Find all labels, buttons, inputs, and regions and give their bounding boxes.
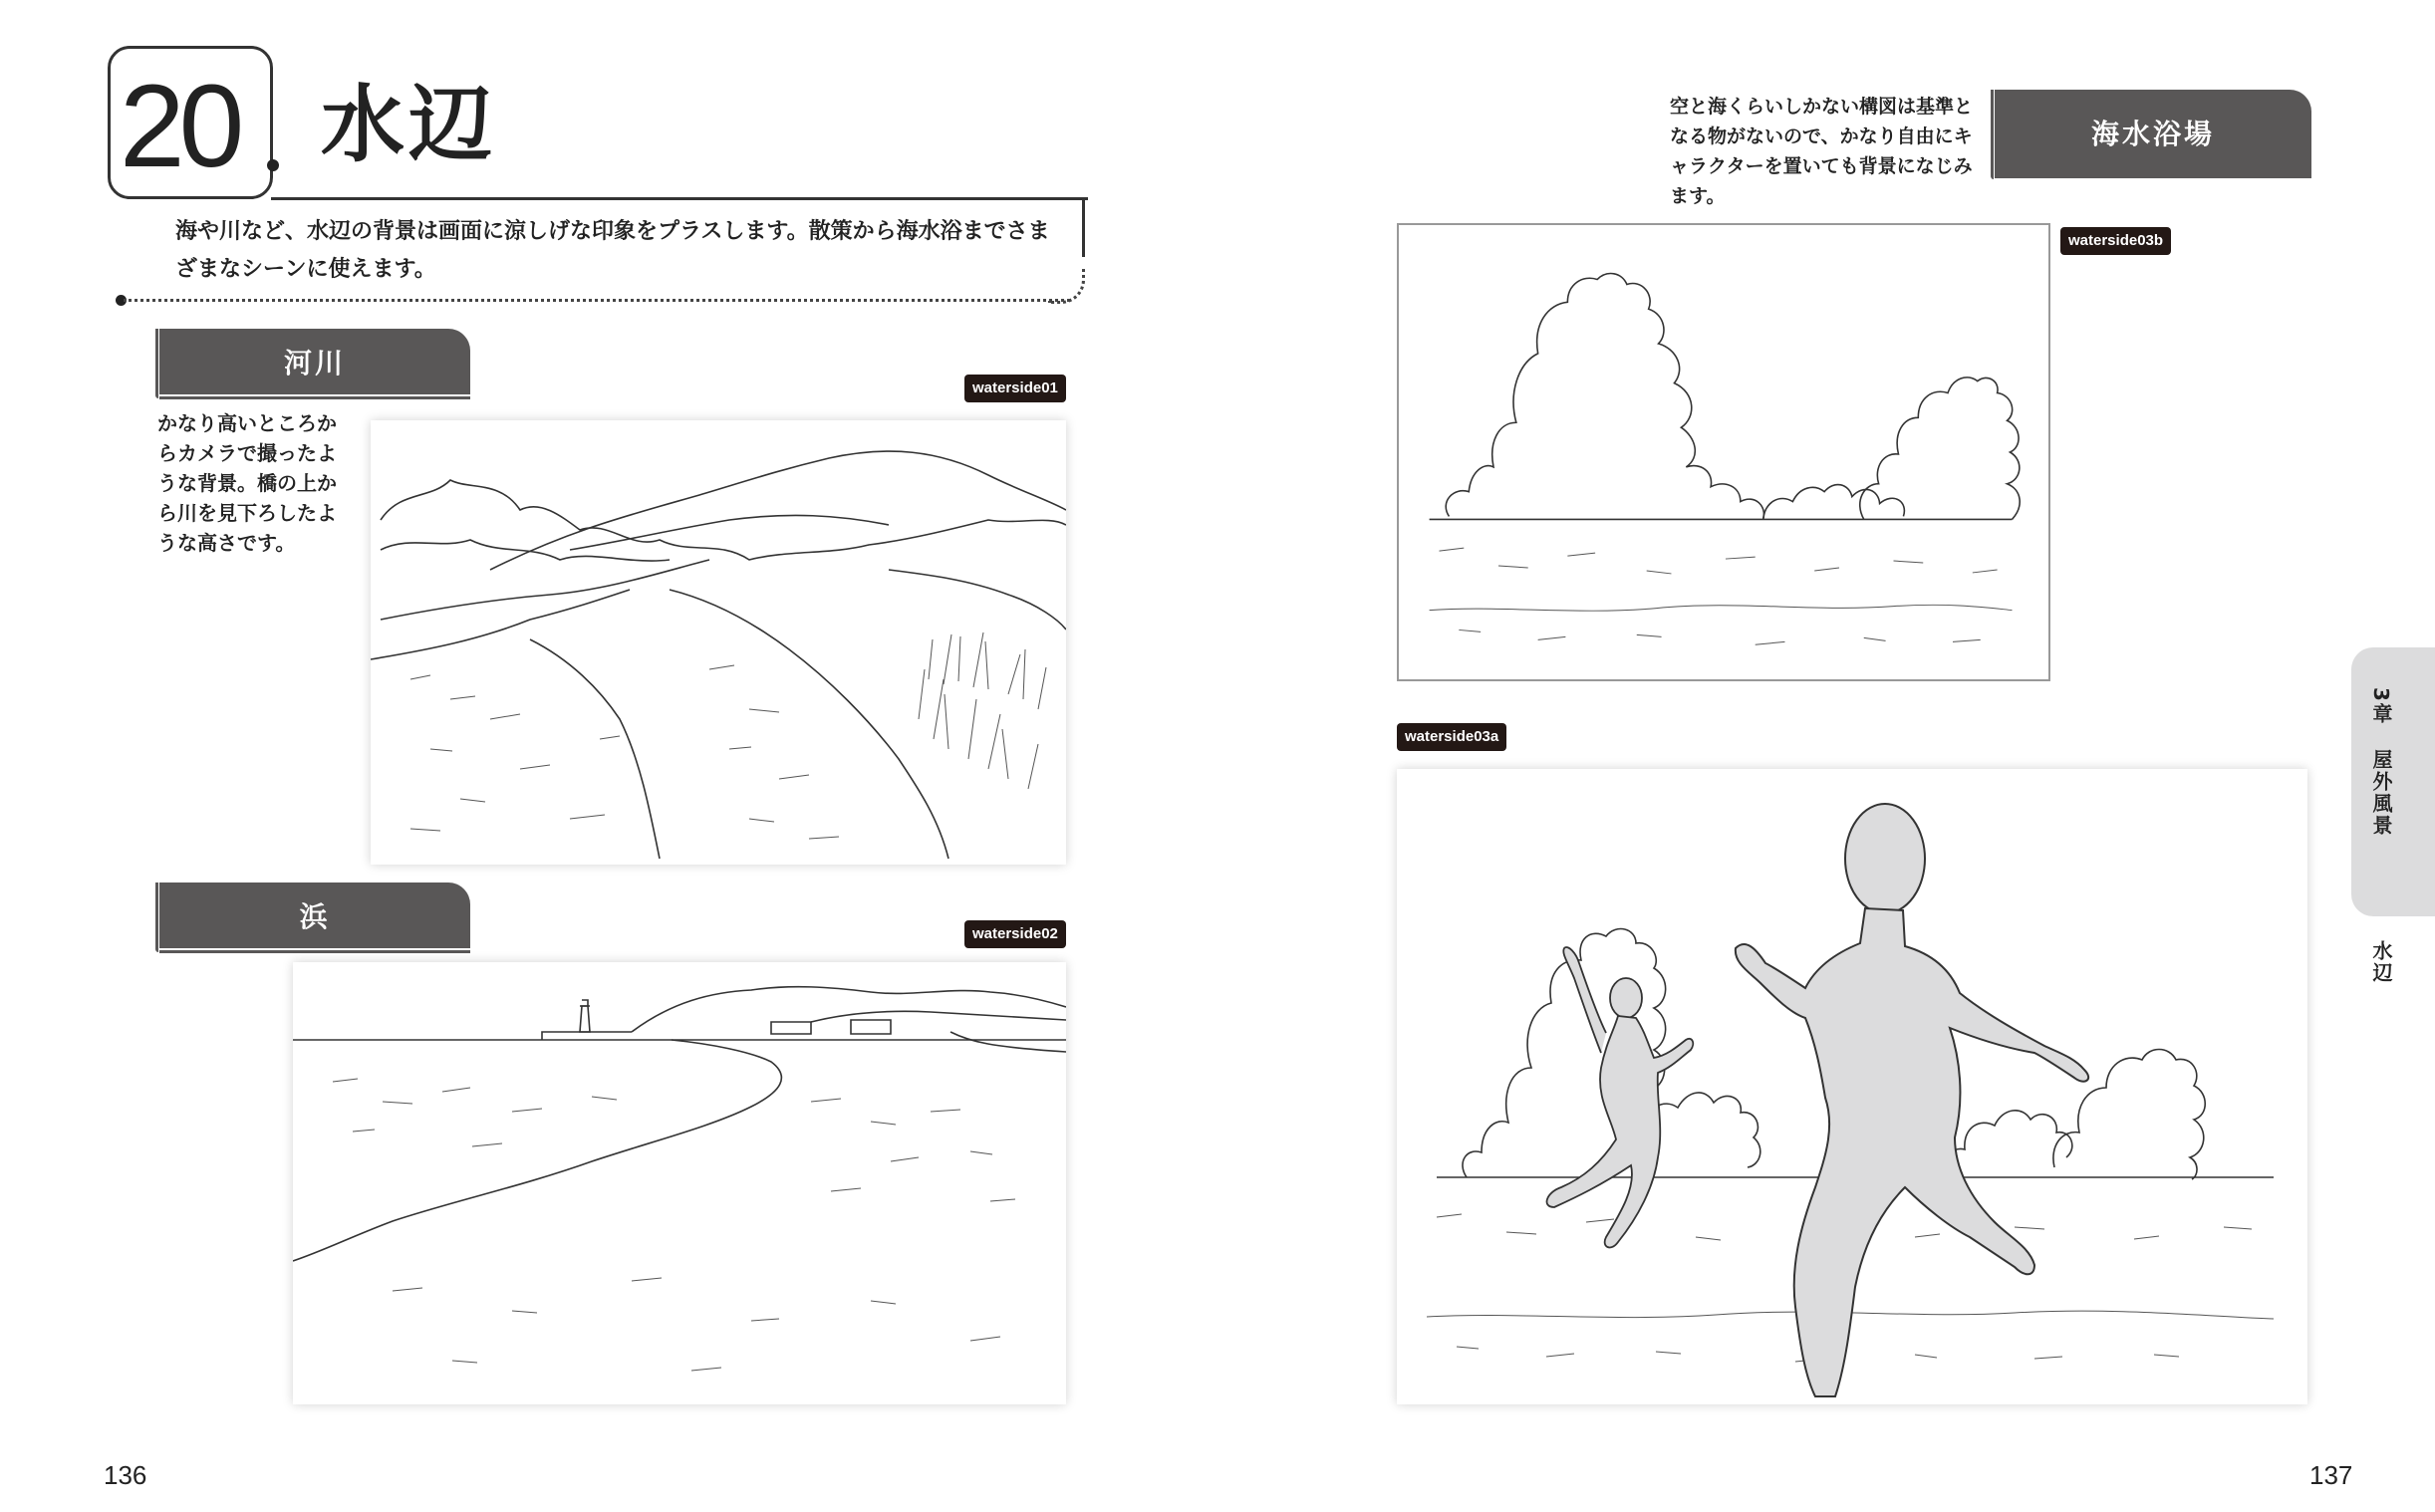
ocean-clouds-sketch (1399, 225, 2048, 679)
page-number-right: 137 (2309, 1460, 2353, 1490)
river-sketch (371, 420, 1066, 865)
swim-description: 空と海くらいしかない構図は基準となる物がないので、かなり自由にキャラクターを置いても背景になじみます。 (1670, 96, 1974, 207)
tab-river: 河川 (159, 329, 470, 394)
lead-dotted-corner (1048, 269, 1085, 304)
lead-text: 海や川など、水辺の背景は画面に涼しげな印象をプラスします。散策から海水浴までさまざまなシーンに使えます。 (175, 219, 1050, 282)
beach-figures-sketch (1397, 769, 2307, 1404)
lead-border-right (1082, 197, 1085, 257)
tab-edge (1991, 90, 1994, 179)
tab-underline (159, 950, 470, 953)
figure-large (1736, 804, 2088, 1396)
river-description: かなり高いところからカメラで撮ったような背景。橋の上から川を見下ろしたような高さです。 (157, 411, 337, 555)
chapter-number: 20 (120, 61, 239, 192)
chapter-index-number: 3章 (2369, 687, 2393, 725)
tab-beach: 浜 (159, 882, 470, 948)
chapter-title: 水辺 (321, 76, 497, 173)
illustration-waterside03a (1397, 769, 2307, 1404)
illustration-river (371, 420, 1066, 865)
chapter-index-title: 屋外風景 (2369, 749, 2393, 837)
lead-border-top (271, 197, 1088, 200)
figure-small (1547, 947, 1694, 1247)
illustration-waterside03b (1397, 223, 2050, 681)
chapter-number-dot (267, 159, 279, 171)
file-label-waterside01: waterside01 (964, 375, 1066, 402)
page-number-left: 136 (104, 1460, 147, 1490)
tab-underline (159, 396, 470, 399)
tab-edge (155, 882, 158, 952)
tab-underline (1995, 175, 2311, 178)
illustration-beach (293, 962, 1066, 1404)
beach-sketch (293, 962, 1066, 1404)
file-label-waterside03a: waterside03a (1397, 723, 1506, 751)
file-label-waterside02: waterside02 (964, 920, 1066, 948)
tab-edge (155, 329, 158, 398)
file-label-waterside03b: waterside03b (2060, 227, 2171, 255)
section-index: 水辺 (2369, 940, 2393, 984)
lead-dotted-line (124, 299, 1070, 302)
tab-swimming-beach: 海水浴場 (1995, 90, 2311, 175)
